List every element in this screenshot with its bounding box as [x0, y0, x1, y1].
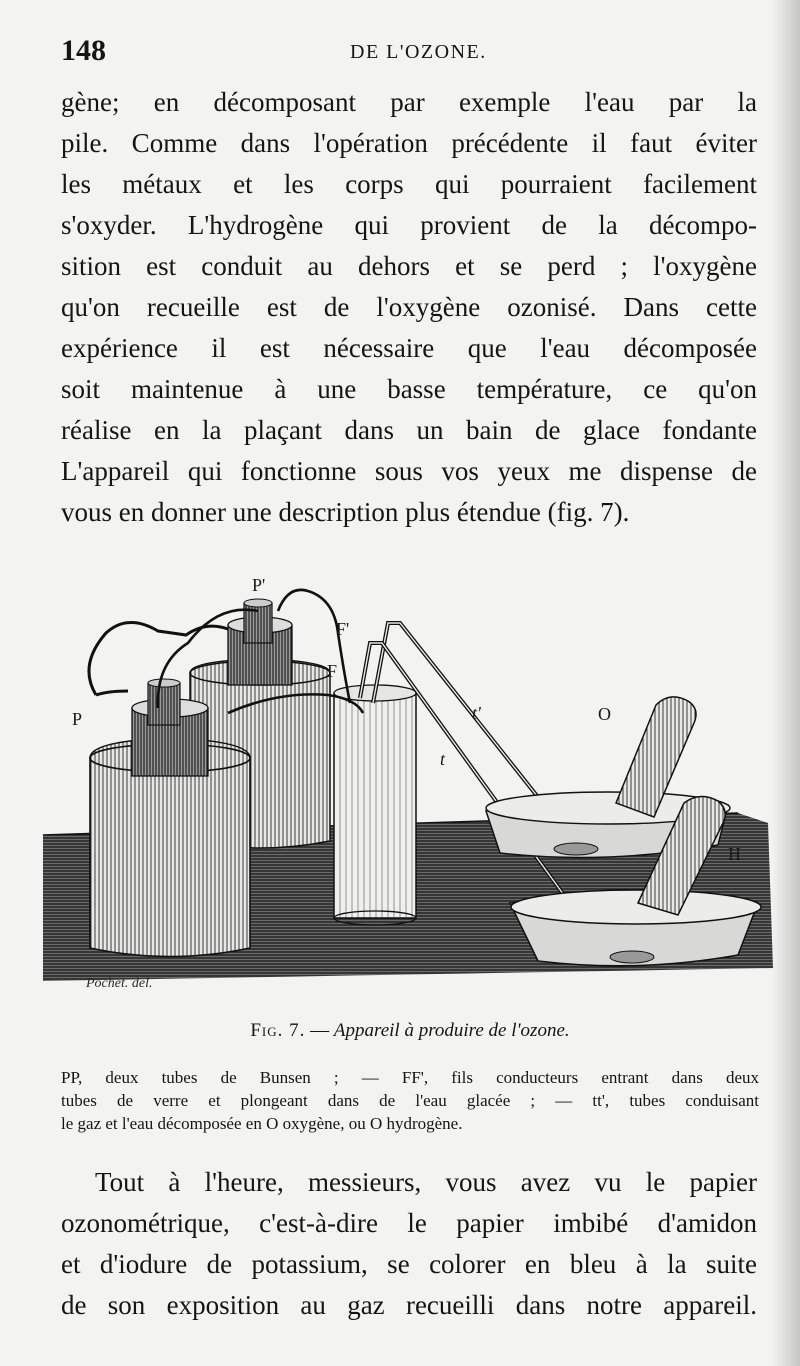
label-t-prime: t' [472, 703, 481, 723]
label-F: F [327, 661, 338, 681]
text-line: ozonométrique, c'est-à-dire le papier imbibé d'amidon [61, 1208, 757, 1238]
figure-title: Appareil à produire de l'ozone. [333, 1020, 570, 1041]
figure-number: Fig. 7. [250, 1020, 306, 1041]
text-line: s'oxyder. L'hydrogène qui provient de la décompo- [61, 210, 757, 240]
text-line: réalise en la plaçant dans un bain de glace fondante [61, 415, 757, 445]
text-line: pile. Comme dans l'opération précédente il faut éviter [61, 128, 757, 158]
text-line: gène; en décomposant par exemple l'eau par la [61, 87, 757, 117]
paragraph-2 [61, 1162, 757, 1326]
legend-line: tubes de verre et plongeant dans de l'eau glacée ; — tt', tubes conduisant [61, 1091, 759, 1110]
label-P-prime: P' [252, 575, 266, 595]
text-line: les métaux et les corps qui pourraient facilement [61, 169, 757, 199]
figure-caption [60, 1015, 760, 1047]
text-line: Tout à l'heure, messieurs, vous avez vu le papier [95, 1167, 757, 1197]
label-P: P [72, 709, 83, 729]
engraver-signature: Pochet. del. [86, 976, 153, 991]
text-line: de son exposition au gaz recueilli dans notre appareil. [61, 1290, 757, 1320]
running-head: DE L'OZONE. [350, 41, 487, 63]
caption-separator: — [310, 1020, 330, 1041]
text-line: L'appareil qui fonctionne sous vos yeux me dispense de [61, 456, 757, 486]
figure-legend [61, 1066, 759, 1135]
figure-apparatus [38, 573, 776, 993]
label-t: t [440, 749, 446, 769]
legend-line: PP, deux tubes de Bunsen ; — FF', fils conducteurs entrant dans deux [61, 1068, 759, 1087]
page-header [61, 34, 760, 68]
text-line: soit maintenue à une basse température, ce qu'on [61, 374, 757, 404]
text-line: vous en donner une description plus étendue (fig. 7). [61, 497, 630, 527]
page-number: 148 [61, 34, 106, 67]
legend-line: le gaz et l'eau décomposée en O oxygène, ou O hydrogène. [61, 1114, 463, 1133]
apparatus-engraving [38, 573, 776, 993]
label-F-prime: F' [336, 619, 350, 639]
text-line: expérience il est nécessaire que l'eau décomposée [61, 333, 757, 363]
text-line: qu'on recueille est de l'oxygène ozonisé. Dans cette [61, 292, 757, 322]
glass-tube [334, 685, 416, 925]
text-line: sition est conduit au dehors et se perd ; l'oxygène [61, 251, 757, 281]
label-O: O [598, 704, 611, 724]
paragraph-1 [61, 82, 757, 533]
label-H: H [728, 844, 741, 864]
text-line: et d'iodure de potassium, se colorer en bleu à la suite [61, 1249, 757, 1279]
